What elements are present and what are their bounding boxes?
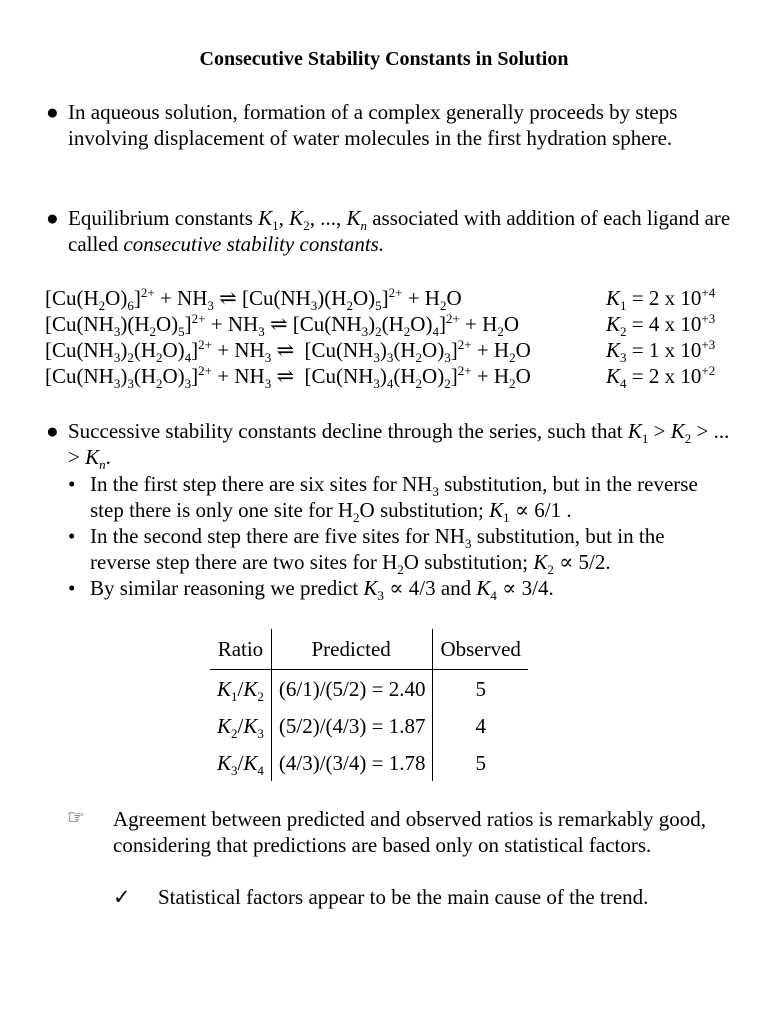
table-row (210, 707, 528, 744)
observed-cell: 5 (475, 750, 486, 775)
column-header-ratio: Ratio (210, 629, 271, 670)
observed-cell: 5 (475, 676, 486, 701)
text-run: , ..., (309, 206, 347, 230)
ratio-cell: $K_2/K_3$ (210, 707, 271, 744)
subscript: n (360, 218, 367, 234)
text-run: Successive stability constants decline through the series, such that (68, 419, 628, 443)
sub-bullet-marker: • (68, 472, 76, 496)
equation-row (45, 311, 755, 340)
ratio-cell: $K_1/K_2$ (210, 670, 271, 708)
check-text: Statistical factors appear to be the main cause of the trend. (158, 885, 649, 909)
text-run: > ... > (68, 419, 730, 469)
symbol-k: K (346, 206, 361, 230)
equation-constant: $K_1 = 2$ x $10^{+4}$ (606, 285, 716, 314)
predicted-cell: (4/3)/(3/4) = 1.78 (271, 744, 433, 781)
conclusion-note (67, 806, 727, 858)
ratio-cell: $K_3/K_4$ (210, 744, 271, 781)
subscript: 2 (684, 431, 692, 447)
pointing-hand-icon: ☞ (67, 807, 85, 829)
equation-reaction: $[Cu(NH_3)(H_2O)_5]^{2+} + NH_3$ ⇌ $[Cu(NH_3)_2(H_2O)_4]^{2+} + H_2O$ (45, 311, 519, 340)
sub-bullet-marker: • (68, 524, 76, 548)
sub-bullet-marker: • (68, 576, 76, 600)
predicted-cell: (6/1)/(5/2) = 2.40 (271, 670, 433, 708)
bullet-item-3 (46, 418, 736, 473)
observed-cell: 4 (475, 713, 486, 738)
page-title: Consecutive Stability Constants in Solution (199, 48, 569, 70)
subscript: 1 (641, 431, 649, 447)
predicted-cell: (5/2)/(4/3) = 1.87 (271, 707, 433, 744)
table-row (210, 670, 528, 708)
text-run: Equilibrium constants (68, 206, 259, 230)
equation-reaction: $[Cu(NH_3)_3(H_2O)_3]^{2+} + NH_3$ ⇌ $[Cu(NH_3)_4(H_2O)_2]^{2+} + H_2O$ (45, 363, 531, 392)
bullet-text: In aqueous solution, formation of a complex generally proceeds by steps involving displacement of water molecules in the first hydration sphere. (68, 100, 678, 150)
text-run: associated with addition of each ligand are called (68, 206, 731, 256)
symbol-k: K (258, 206, 273, 230)
symbol-k: K (289, 206, 304, 230)
table-header-row (210, 629, 528, 670)
table-row (210, 744, 528, 781)
column-header-observed: Observed (433, 629, 528, 670)
subscript: 2 (303, 218, 310, 234)
bullet-marker: ● (46, 419, 59, 443)
symbol-k: K (670, 419, 685, 443)
check-icon: ✓ (113, 885, 131, 909)
subscript: n (99, 457, 106, 473)
sub-bullet-text: By similar reasoning we predict $K_3 \propto 4/3$ and $K_4 \propto 3/4$. (90, 576, 554, 604)
sub-bullet-2 (68, 523, 728, 578)
ratio-table (210, 629, 528, 781)
equation-reaction: $[Cu(H_2O)_6]^{2+} + NH_3$ ⇌ $[Cu(NH_3)(H_2O)_5]^{2+} + H_2O$ (45, 285, 462, 314)
term-italic: consecutive stability constants. (123, 232, 385, 256)
sub-bullet-1 (68, 471, 728, 526)
column-header-predicted: Predicted (271, 629, 433, 670)
bullet-text (68, 205, 736, 257)
symbol-k: K (85, 445, 100, 469)
equation-constant: $K_4 = 2$ x $10^{+2}$ (606, 363, 716, 392)
bullet-marker: ● (46, 206, 59, 230)
bullet-text (68, 418, 736, 473)
sub-bullet-text: In the second step there are five sites for $NH_3$ substitution, but in the reverse step there are two sites for $H_2O$ substitution; $K_2 \propto 5/2$. (90, 524, 665, 578)
subscript: 1 (272, 218, 279, 234)
equation-row (45, 285, 755, 314)
text-run: , (278, 206, 290, 230)
bullet-item-1 (46, 99, 736, 151)
sub-bullet-text: In the first step there are six sites for $NH_3$ substitution, but in the reverse step there is only one site for $H_2O$ substitution; $K_1 \propto 6/1$ . (90, 472, 698, 526)
equation-constant: $K_2 = 4$ x $10^{+3}$ (606, 311, 716, 340)
conclusion-text: Agreement between predicted and observed ratios is remarkably good, considering that predictions are based only on statistical factors. (113, 807, 707, 857)
equation-row (45, 337, 755, 366)
check-note (113, 884, 733, 910)
symbol-k: K (627, 419, 642, 443)
equation-reaction: $[Cu(NH_3)_2(H_2O)_4]^{2+} + NH_3$ ⇌ $[Cu(NH_3)_3(H_2O)_3]^{2+} + H_2O$ (45, 337, 531, 366)
bullet-item-2 (46, 205, 736, 257)
bullet-marker: ● (46, 100, 59, 124)
equation-constant: $K_3 = 1$ x $10^{+3}$ (606, 337, 716, 366)
equation-row (45, 363, 755, 392)
sub-bullet-3 (68, 575, 728, 604)
text-run: > (648, 419, 671, 443)
text-run: . (105, 445, 111, 469)
